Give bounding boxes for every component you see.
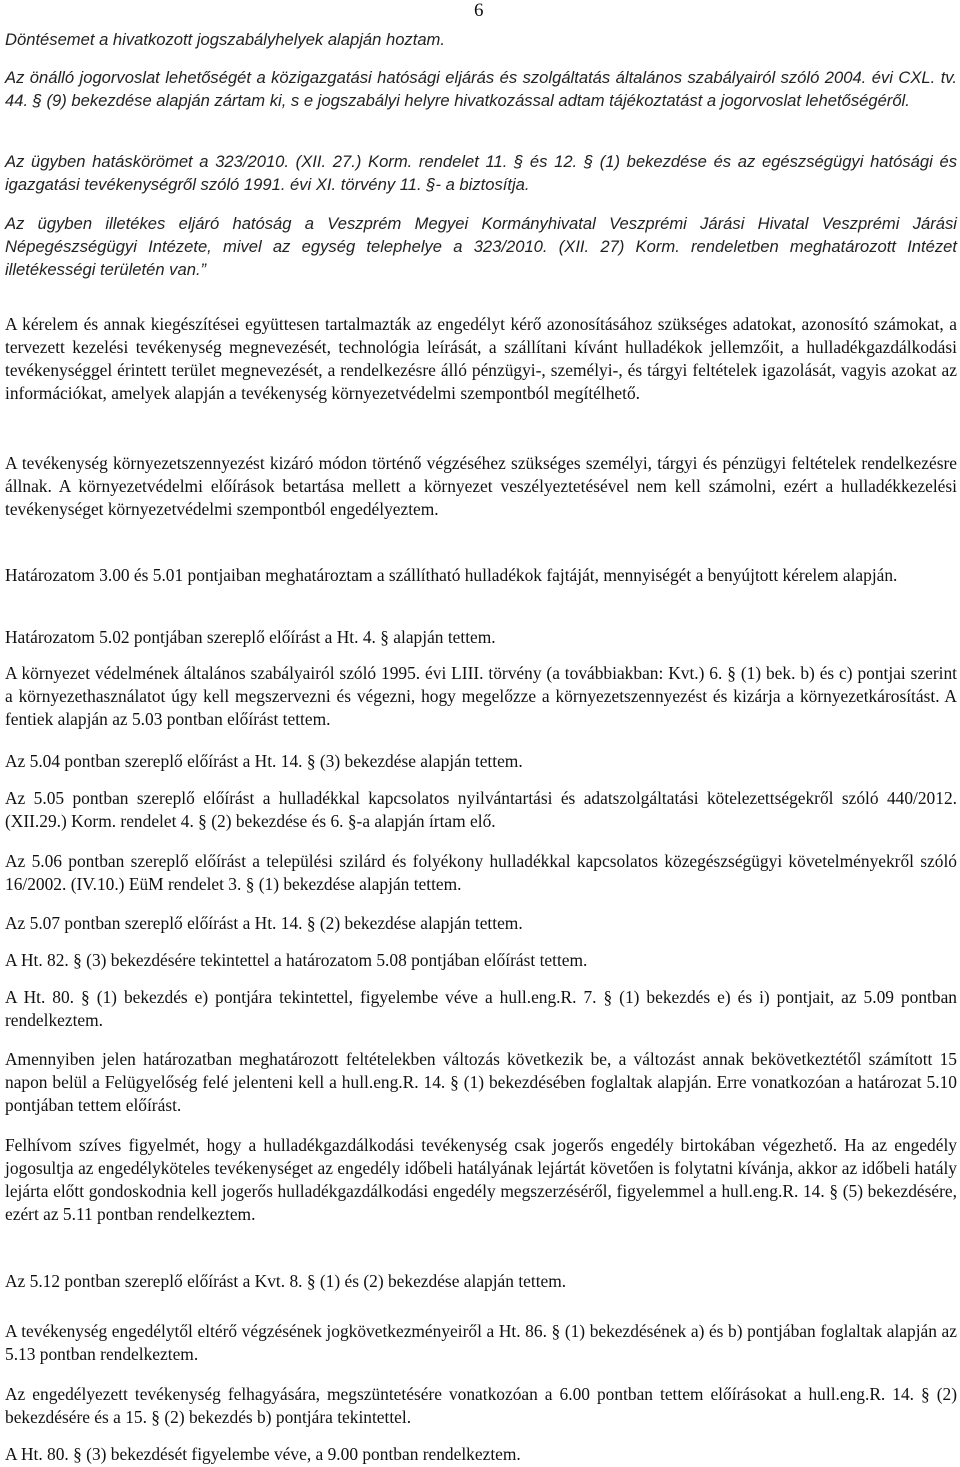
paragraph-decision-basis: Döntésemet a hivatkozott jogszabályhelyek alapján hoztam. — [5, 30, 445, 49]
paragraph-point-5-02: Határozatom 5.02 pontjában szereplő előírást a Ht. 4. § alapján tettem. — [5, 627, 496, 647]
paragraph-point-5-07: Az 5.07 pontban szereplő előírást a Ht. 14. § (2) bekezdése alapján tettem. — [5, 913, 523, 933]
paragraph-application-contents: A kérelem és annak kiegészítései együttesen tartalmazták az engedélyt kérő azonosításához szükséges adatokat, azonosító számokat, a tervezett kezelési tevékenység megnevezését, technológia leírását, a szállítani kívánt hulladékok jellemzőit, a hulladékgazdálkodási tevékenységgel érintett terület megnevezését, a rendelkezésre álló pénzügyi-, személyi-, és tárgyi feltételek igazolását, vagyis azokat az információkat, amelyek alapján a tevékenység környezetvédelmi szempontból megítélhető. — [5, 314, 957, 403]
paragraph-point-5-11: Felhívom szíves figyelmét, hogy a hulladékgazdálkodási tevékenység csak jogerős engedély birtokában végezhető. Ha az engedély jogosultja az engedélyköteles tevékenységet az engedély időbeli hatályának lejártát követően is folytatni kívánja, akkor az időbeli hatály lejárta előtt gondoskodnia kell jogerős hulladékgazdálkodási engedély megszerzéséről, figyelemmel a hull.eng.R. 14. § (5) bekezdésére, ezért az 5.11 pontban rendelkeztem. — [5, 1135, 957, 1224]
paragraph-point-5-13: A tevékenység engedélytől eltérő végzésének jogkövetkezményeiről a Ht. 86. § (1) bekezdésének a) és b) pontjában foglaltak alapján az 5.13 pontban rendelkeztem. — [5, 1321, 957, 1364]
paragraph-point-9-00: A Ht. 80. § (3) bekezdését figyelembe véve, a 9.00 pontban rendelkeztem. — [5, 1444, 521, 1464]
paragraph-competence: Az ügyben hatáskörömet a 323/2010. (XII. 27.) Korm. rendelet 11. § és 12. § (1) bekezdése és az egészségügyi hatósági és igazgatási tevékenységről szóló 1991. évi XI. törvény 11. §- a biztosítja. — [5, 152, 957, 194]
paragraph-point-5-05: Az 5.05 pontban szereplő előírást a hulladékkal kapcsolatos nyilvántartási és adatszolgáltatási kötelezettségekről szóló 440/2012. (XII.29.) Korm. rendelet 4. § (2) bekezdése és 6. §-a alapján írtam elő. — [5, 788, 957, 831]
page-number: 6 — [474, 0, 484, 21]
paragraph-point-5-10: Amennyiben jelen határozatban meghatározott feltételekben változás következik be, a változást annak bekövetkeztétől számított 15 napon belül a Felügyelőség felé jelenteni kell a hull.eng.R. 14. § (1) bekezdésében foglaltak alapján. Erre vonatkozóan a határozat 5.10 pontjában tettem előírást. — [5, 1049, 957, 1115]
paragraph-conditions: A tevékenység környezetszennyezést kizáró módon történő végzéséhez szükséges személyi, tárgyi és pénzügyi feltételek rendelkezésre állnak. A környezetvédelmi előírások betartása mellett a környezet veszélyeztetésével nem kell számolni, ezért a hulladékkezelési tevékenységet környezetvédelmi szempontból engedélyeztem. — [5, 453, 957, 519]
paragraph-point-6-00: Az engedélyezett tevékenység felhagyására, megszüntetésére vonatkozóan a 6.00 pontban tettem előírásokat a hull.eng.R. 14. § (2) bekezdésére és a 15. § (2) bekezdés b) pontjára tekintettel. — [5, 1384, 957, 1427]
paragraph-point-3-5-01: Határozatom 3.00 és 5.01 pontjaiban meghatároztam a szállítható hulladékok fajtáját, mennyiségét a benyújtott kérelem alapján. — [5, 565, 898, 585]
paragraph-appeal-exclusion: Az önálló jogorvoslat lehetőségét a közigazgatási hatósági eljárás és szolgáltatás általános szabályairól szóló 2004. évi CXL. tv. 44. § (9) bekezdése alapján zártam ki, s e jogszabályi helyre hivatkozással adtam tájékoztatást a jogorvoslat lehetőségéről. — [5, 68, 957, 110]
paragraph-point-5-06: Az 5.06 pontban szereplő előírást a települési szilárd és folyékony hulladékkal kapcsolatos közegészségügyi követelményekről szóló 16/2002. (IV.10.) EüM rendelet 3. § (1) bekezdése alapján tettem. — [5, 851, 957, 894]
paragraph-jurisdiction: Az ügyben illetékes eljáró hatóság a Veszprém Megyei Kormányhivatal Veszprémi Járási Hivatal Veszprémi Járási Népegészségügyi Intézete, mivel az egység telephelye a 323/2010. (XII. 27) Korm. rendeletben meghatározott Intézet illetékességi területén van.” — [5, 214, 957, 279]
paragraph-point-5-09: A Ht. 80. § (1) bekezdés e) pontjára tekintettel, figyelembe véve a hull.eng.R. 7. § (1) bekezdés e) és i) pontjait, az 5.09 pontban rendelkeztem. — [5, 987, 957, 1030]
paragraph-point-5-04: Az 5.04 pontban szereplő előírást a Ht. 14. § (3) bekezdése alapján tettem. — [5, 751, 523, 771]
paragraph-point-5-03: A környezet védelmének általános szabályairól szóló 1995. évi LIII. törvény (a továbbiakban: Kvt.) 6. § (1) bek. b) és c) pontjai szerint a környezethasználatot úgy kell megszervezni és végezni, hogy megelőzze a környezetszennyezést és kizárja a környezetkárosítást. A fentiek alapján az 5.03 pontban előírást tettem. — [5, 663, 957, 729]
paragraph-point-5-08: A Ht. 82. § (3) bekezdésére tekintettel a határozatom 5.08 pontjában előírást tettem. — [5, 950, 588, 970]
paragraph-point-5-12: Az 5.12 pontban szereplő előírást a Kvt. 8. § (1) és (2) bekezdése alapján tettem. — [5, 1271, 567, 1291]
